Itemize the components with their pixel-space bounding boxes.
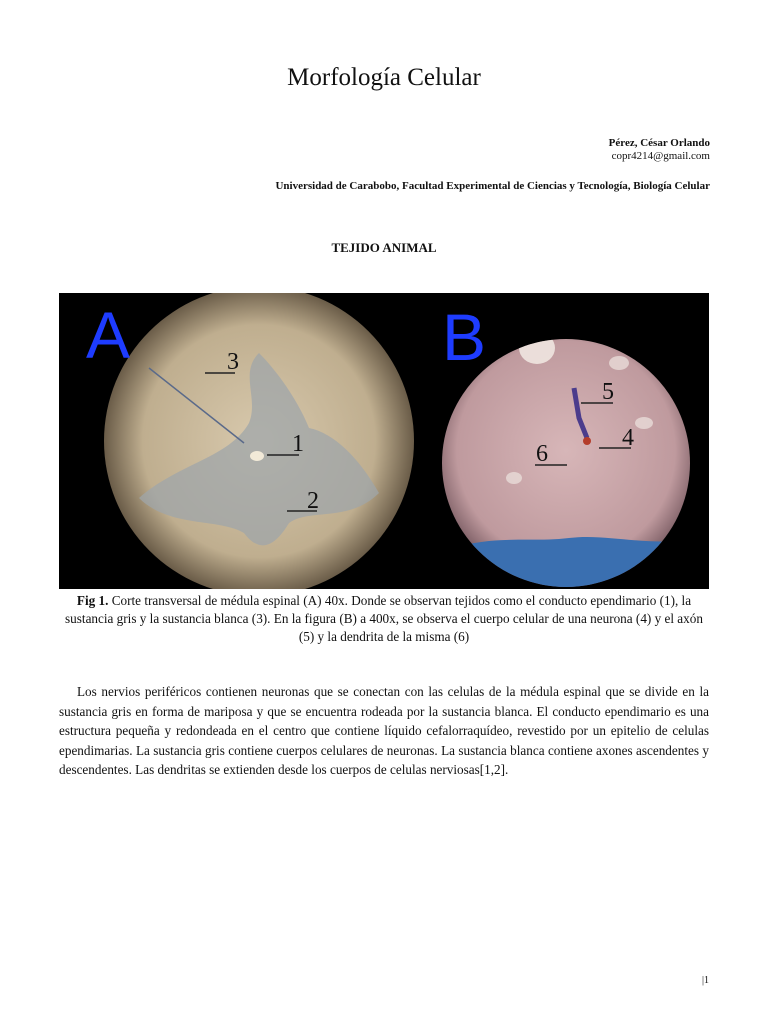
ependymal-canal bbox=[250, 451, 264, 461]
figure-micrographs bbox=[59, 293, 709, 589]
label-1: 1 bbox=[292, 431, 304, 457]
page-number: |1 bbox=[702, 975, 710, 986]
panel-a-letter: A bbox=[86, 298, 131, 372]
page-number-value: 1 bbox=[704, 975, 710, 986]
vacuole bbox=[506, 472, 522, 484]
affiliation: Universidad de Carabobo, Facultad Experimental de Ciencias y Tecnología, Biología Celular bbox=[275, 180, 710, 192]
panel-b-letter: B bbox=[442, 300, 487, 374]
label-2: 2 bbox=[307, 488, 319, 514]
label-5: 5 bbox=[602, 379, 614, 405]
label-3: 3 bbox=[227, 349, 239, 375]
author-email: copr4214@gmail.com bbox=[611, 150, 710, 162]
body-paragraph: Los nervios periféricos contienen neuronas que se conectan con las celulas de la médula espinal que se divide en la sustancia gris en forma de mariposa y que se encuentra rodeada por la sustancia blanca. El conducto ependimario es una estructura pequeña y redondeada en el centro que contiene líquido cefalorraquídeo, revestido por un epitelio de celulas ependimarias. La sustancia gris contiene cuerpos celulares de neuronas. La sustancia blanca contiene axones ascendentes y descendentes. Las dendritas se extienden desde los cuerpos de celulas nerviosas[1,2]. bbox=[59, 684, 709, 777]
vacuole bbox=[635, 417, 653, 429]
label-4: 4 bbox=[622, 425, 634, 451]
label-6: 6 bbox=[536, 441, 548, 467]
author-block bbox=[609, 137, 710, 163]
neuron-body bbox=[583, 437, 591, 445]
document-title: Morfología Celular bbox=[287, 64, 481, 91]
caption-text: Corte transversal de médula espinal (A) 40x. Donde se observan tejidos como el conducto ependimario (1), la sustancia gris y la sustancia blanca (3). En la figura (B) a 400x, se observa el cuerpo celular de una neurona (4) y el axón (5) y la dendrita de la misma (6) bbox=[65, 593, 703, 644]
caption-label: Fig 1. bbox=[76, 593, 109, 608]
micrograph-svg bbox=[59, 293, 709, 589]
author-name: Pérez, César Orlando bbox=[608, 137, 710, 149]
figure-caption bbox=[59, 592, 709, 646]
vacuole bbox=[609, 356, 629, 370]
section-heading: TEJIDO ANIMAL bbox=[331, 240, 437, 255]
